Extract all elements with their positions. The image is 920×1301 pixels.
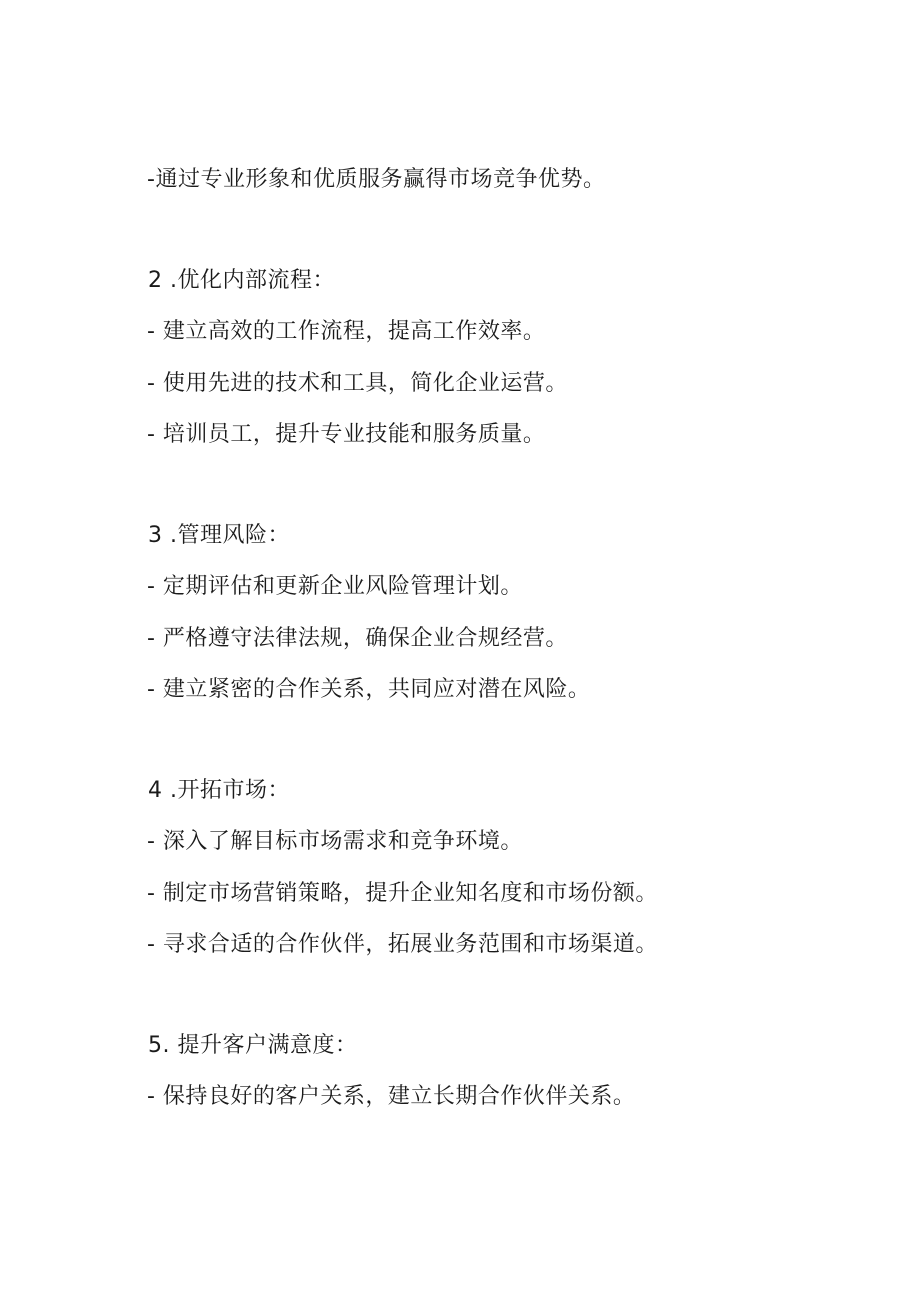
intro-line: -通过专业形象和优质服务赢得市场竞争优势。	[147, 167, 606, 192]
list-item: - 定期评估和更新企业风险管理计划。	[147, 574, 523, 599]
list-item: - 使用先进的技术和工具，简化企业运营。	[147, 371, 568, 396]
list-item: - 建立紧密的合作关系，共同应对潜在风险。	[147, 677, 591, 702]
section-heading-2: 2 .优化内部流程：	[148, 268, 335, 293]
section-heading-4: 4 .开拓市场：	[148, 778, 290, 803]
list-item: - 建立高效的工作流程，提高工作效率。	[147, 319, 546, 344]
list-item: - 严格遵守法律法规，确保企业合规经营。	[147, 626, 568, 651]
list-item: - 寻求合适的合作伙伴，拓展业务范围和市场渠道。	[147, 932, 658, 957]
section-heading-3: 3 .管理风险：	[148, 523, 290, 548]
list-item: - 制定市场营销策略，提升企业知名度和市场份额。	[147, 881, 658, 906]
list-item: - 培训员工，提升专业技能和服务质量。	[147, 422, 546, 447]
list-item: - 深入了解目标市场需求和竞争环境。	[147, 829, 523, 854]
section-heading-5: 5. 提升客户满意度：	[148, 1033, 358, 1058]
list-item: - 保持良好的客户关系，建立长期合作伙伴关系。	[147, 1084, 636, 1109]
